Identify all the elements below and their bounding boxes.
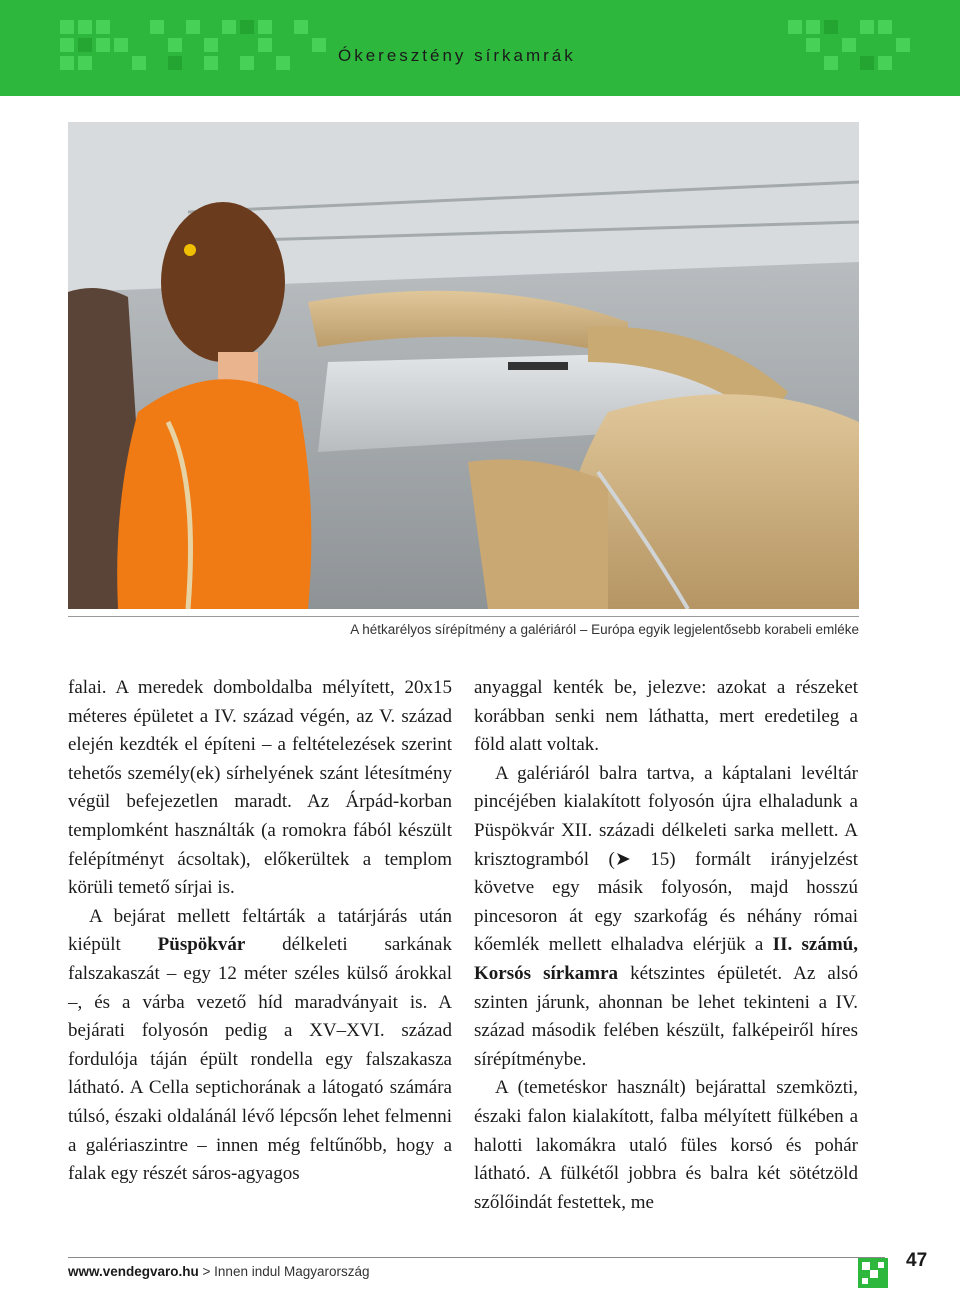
chapter-title: Ókeresztény sírkamrák xyxy=(338,46,576,65)
section-name: Innen indul Magyarország xyxy=(214,1264,370,1279)
right-paragraph-2 xyxy=(474,760,858,1075)
left-paragraph-1: falai. A meredek domboldalba mélyített, 20x15 méteres épületet a IV. század végén, az V. század elején kezdték el építeni – a feltételezések szerint tehetős személy(ek) sírhelyének szánt létesítmény végül befejezetlen maradt. Az Árpád-korban templomként használták (a romokra fából készült felépítményt ácsoltak), előkerültek a templom körüli temető sírjai is. xyxy=(68,677,452,899)
right-paragraph-1: anyaggal kenték be, jelezve: azokat a részeket korábban senki nem láthatta, mert eredetileg a föld alatt voltak. xyxy=(474,677,858,756)
ruins-photo xyxy=(68,122,859,609)
footer-breadcrumb xyxy=(68,1264,370,1279)
text-run: A galériáról balra tartva, a káptalani levéltár pincéjében kialakított folyosón újra elhaladunk a Püspökvár XII. századi délkeleti sarka mellett. A krisztogramból ( xyxy=(474,762,858,870)
text-run: A bejárat mellett feltárták a tatárjárás után kiépült xyxy=(68,905,452,956)
website-link[interactable]: www.vendegvaro.hu xyxy=(68,1264,199,1279)
header-band xyxy=(0,0,960,96)
emphasis-puspokvar: Püspökvár xyxy=(157,934,246,956)
corner-logo-icon xyxy=(858,1258,888,1288)
direction-arrow-icon: ➤ xyxy=(614,848,631,870)
text-run: délkeleti sarkának falszakaszát – egy 12 méter széles külső árokkal –, és a várba vezető híd maradványait is. A bejárati folyosón pedig a XV–XVI. század fordulója táján épült rondella egy falszakasza látható. A Cella septichorának a látogató számára túlsó, északi oldalánál lévő lépcsőn lehet felmenni a galériaszintre – innen még feltűnőbb, hogy a falak egy részét sáros-agyagos xyxy=(68,934,452,1185)
caption-divider xyxy=(68,616,859,617)
left-paragraph-2 xyxy=(68,903,452,1189)
archaeological-ruins-photo-icon xyxy=(68,122,859,609)
text-run: 15) formált irányjelzést követve egy másik folyosón, majd hosszú pincesoron át egy szarkofág és néhány római kőemlék mellett elhaladva elérjük a xyxy=(474,848,859,956)
text-run: kétszintes épületét. Az alsó szinten járunk, ahonnan be lehet tekinteni a IV. század második felében készült, falképeiről híres sírépítménybe. xyxy=(474,962,858,1070)
photo-caption: A hétkarélyos sírépítmény a galériáról – Európa egyik legjelentősebb korabeli emléke xyxy=(350,622,859,637)
footer-divider xyxy=(68,1257,885,1258)
left-text-column xyxy=(68,674,452,1189)
right-text-column xyxy=(474,674,858,1217)
page-number: 47 xyxy=(906,1250,928,1271)
breadcrumb-separator: > xyxy=(198,1264,215,1279)
right-paragraph-3: A (temetéskor használt) bejárattal szemközti, északi falon kialakított, falba mélyített fülkében a halotti lakomákra utaló füles korsó és pohár látható. A fülkétől jobbra és balra két sötétzöld szőlőindát festettek, me xyxy=(474,1077,858,1213)
emphasis-korsos-sirkamra: II. számú, Korsós sírkamra xyxy=(474,934,858,984)
